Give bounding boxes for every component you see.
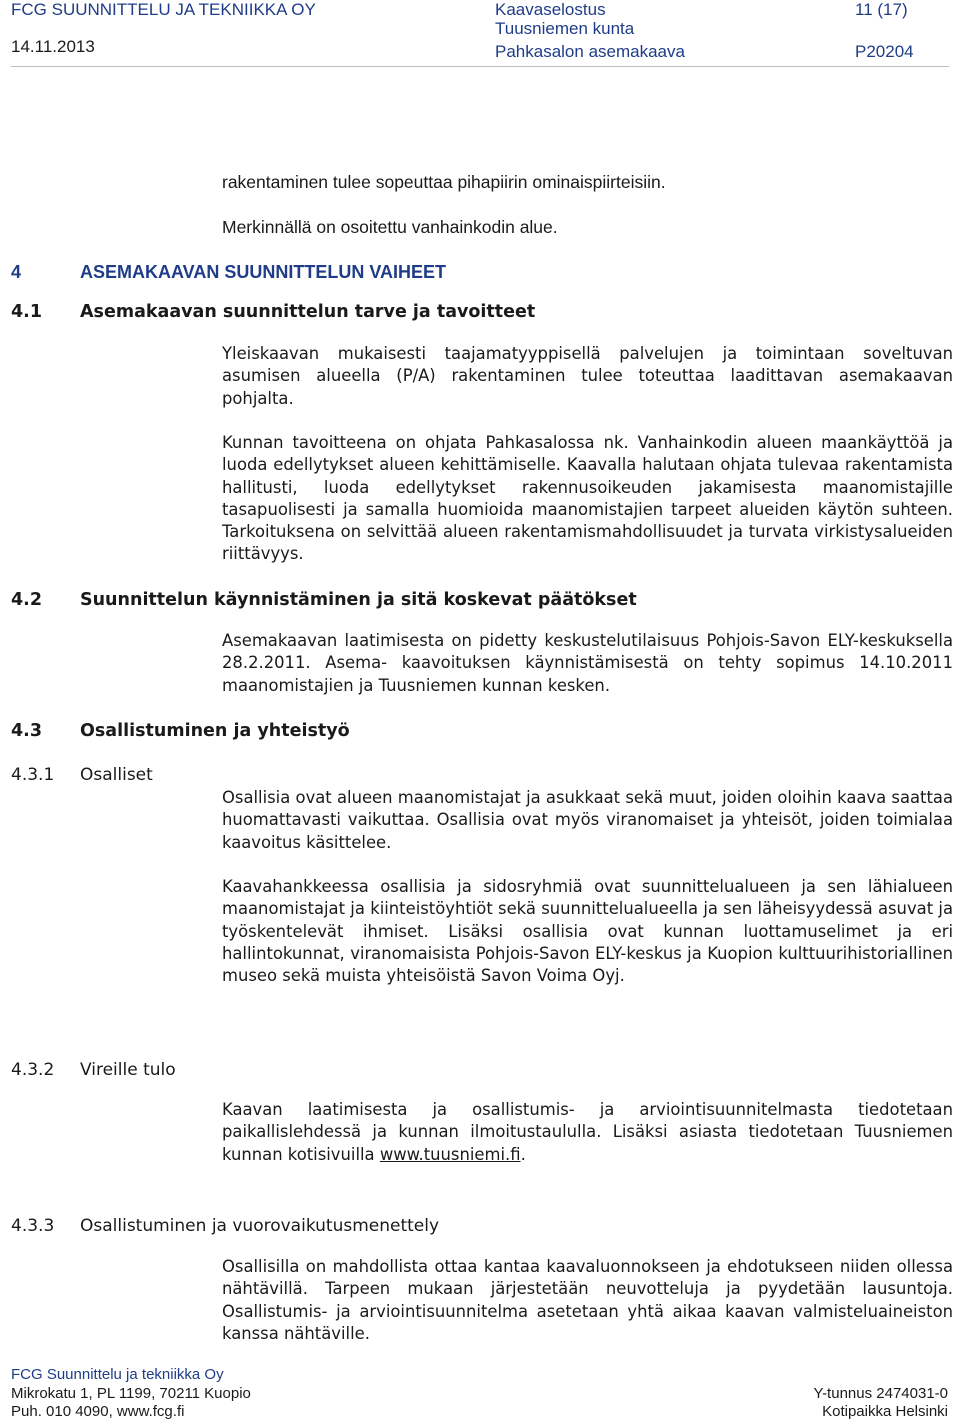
section-4-3-3-paragraph: Osallisilla on mahdollista ottaa kantaa kaavaluonnokseen ja ehdotukseen niiden ollessa nähtävillä. Tarpeen mukaan järjestetään neuvotteluja ja pyydetään lausuntoja. Osallistumis- ja arviointisuunnitelma asetetaan yhtä aikaa kaavan valmisteluaineiston kanssa nähtäville. bbox=[222, 1257, 953, 1343]
section-4-2-number: 4.2 bbox=[11, 590, 43, 610]
section-4-3-2-paragraph bbox=[222, 1099, 953, 1166]
header-company: FCG SUUNNITTELU JA TEKNIIKKA OY bbox=[11, 0, 316, 19]
section-4-3-3-title: Osallistuminen ja vuorovaikutusmenettely bbox=[80, 1216, 440, 1236]
section-4-3-2-text-after: . bbox=[520, 1144, 526, 1164]
footer-contact: Puh. 010 4090, www.fcg.fi bbox=[11, 1403, 185, 1420]
section-4-title: ASEMAKAAVAN SUUNNITTELUN VAIHEET bbox=[80, 262, 447, 282]
section-4-3-3-number: 4.3.3 bbox=[11, 1216, 55, 1236]
section-4-3-1-number: 4.3.1 bbox=[11, 765, 55, 785]
section-4-1-paragraph-2: Kunnan tavoitteena on ohjata Pahkasalossa nk. Vanhainkodin alueen maankäyttöä ja luoda edellytykset alueen kehittämiselle. Kaavalla halutaan ohjata tulevaa rakentamista hallitusti, luoda edellytykset rakennusoikeuden jakamisesta maanomistajille tasapuolisesti ja samalla huomioida maanomistajien tarpeet alueiden käytön suhteen. Tarkoituksena on selvittää alueen rakentamismahdollisuudet ja turvata virkistysalueiden riittävyys. bbox=[222, 433, 953, 564]
tuusniemi-website-link[interactable]: www.tuusniemi.fi bbox=[379, 1144, 521, 1164]
section-4-3-title: Osallistuminen ja yhteistyö bbox=[80, 721, 350, 741]
header-municipality: Tuusniemen kunta bbox=[495, 19, 635, 38]
intro-line-2: Merkinnällä on osoitettu vanhainkodin alue. bbox=[222, 217, 558, 237]
header-doc-type: Kaavaselostus bbox=[495, 0, 606, 19]
header-project-code: P20204 bbox=[855, 42, 914, 61]
footer-address: Mikrokatu 1, PL 1199, 70211 Kuopio bbox=[11, 1385, 251, 1402]
section-4-3-number: 4.3 bbox=[11, 721, 43, 741]
intro-line-1: rakentaminen tulee sopeuttaa pihapiirin ominaispiirteisiin. bbox=[222, 172, 666, 192]
section-4-3-1-title: Osalliset bbox=[80, 765, 153, 785]
section-4-1-paragraph-1: Yleiskaavan mukaisesti taajamatyyppisellä palvelujen ja toimintaan soveltuvan asumisen alueella (P/A) rakentaminen tulee toteuttaa laadittavan asemakaavan pohjalta. bbox=[222, 344, 953, 408]
section-4-3-2-title: Vireille tulo bbox=[80, 1060, 176, 1080]
header-plan-name: Pahkasalon asemakaava bbox=[495, 42, 685, 61]
header-page-number: 11 (17) bbox=[855, 0, 908, 19]
footer-company: FCG Suunnittelu ja tekniikka Oy bbox=[11, 1366, 224, 1383]
footer-domicile: Kotipaikka Helsinki bbox=[822, 1403, 948, 1420]
section-4-1-number: 4.1 bbox=[11, 302, 43, 322]
header-divider bbox=[11, 66, 949, 67]
section-4-3-2-number: 4.3.2 bbox=[11, 1060, 55, 1080]
section-4-3-1-paragraph-2: Kaavahankkeessa osallisia ja sidosryhmiä ovat suunnittelualueen ja sen lähialueen maanomistajat ja kiinteistöyhtiöt sekä suunnittelualueella ja sen läheisyydessä asuvat ja työskentelevät ihmiset. Lisäksi osallisia ovat kunnan luottamuselimet ja eri hallintokunnat, viranomaisista Pohjois-Savon ELY-keskus ja Kuopion kulttuurihistoriallinen museo sekä muista yhteisöistä Savon Voima Oyj. bbox=[222, 877, 953, 986]
section-4-3-2-text-before: Kaavan laatimisesta ja osallistumis- ja arviointisuunnitelmasta tiedotetaan paikallislehdessä ja kunnan ilmoitustaululla. Lisäksi asiasta tiedotetaan Tuusniemen kunnan kotisivuilla bbox=[222, 1100, 953, 1164]
section-4-number: 4 bbox=[11, 262, 22, 282]
header-date: 14.11.2013 bbox=[11, 37, 95, 56]
section-4-3-1-paragraph-1: Osallisia ovat alueen maanomistajat ja asukkaat sekä muut, joiden oloihin kaava saattaa huomattavasti vaikuttaa. Osallisia ovat myös viranomaiset ja yhteisöt, joiden toimialaa kaavoitus käsittelee. bbox=[222, 788, 953, 852]
section-4-2-title: Suunnittelun käynnistäminen ja sitä koskevat päätökset bbox=[80, 590, 637, 610]
section-4-1-title: Asemakaavan suunnittelun tarve ja tavoitteet bbox=[80, 302, 536, 322]
section-4-2-paragraph: Asemakaavan laatimisesta on pidetty keskustelutilaisuus Pohjois-Savon ELY-keskuksella 28.2.2011. Asema- kaavoituksen käynnistämisestä on tehty sopimus 14.10.2011 maanomistajien ja Tuusniemen kunnan kesken. bbox=[222, 631, 953, 695]
footer-business-id: Y-tunnus 2474031-0 bbox=[813, 1385, 948, 1402]
